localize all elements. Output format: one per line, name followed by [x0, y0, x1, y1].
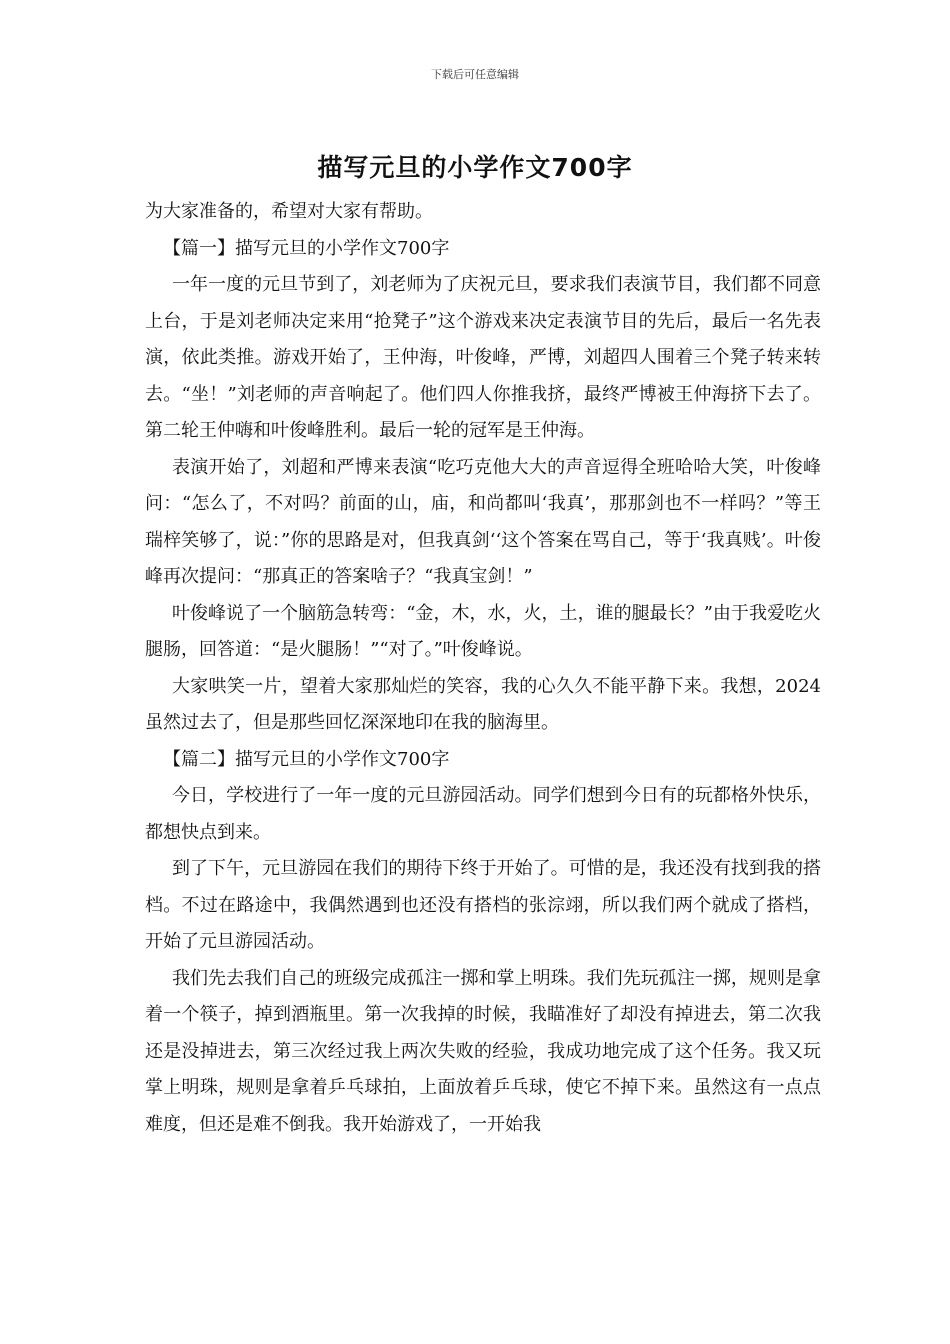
paragraph: 叶俊峰说了一个脑筋急转弯：“金，木，水，火，土，谁的腿最长？”由于我爱吃火腿肠，回答道：“是火腿肠！”“对了。”叶俊峰说。: [145, 602, 821, 660]
paragraph: 一年一度的元旦节到了，刘老师为了庆祝元旦，要求我们表演节目，我们都不同意上台，于是刘老师决定来用“抢凳子”这个游戏来决定表演节目的先后，最后一名先表演，依此类推。游戏开始了，王仲海，叶俊峰，严博，刘超四人围着三个凳子转来转去。“坐！”刘老师的声音响起了。他们四人你推我挤，最终严博被王仲海挤下去了。第二轮王仲嗨和叶俊峰胜利。最后一轮的冠军是王仲海。: [145, 274, 821, 441]
paragraph: 到了下午，元旦游园在我们的期待下终于开始了。可惜的是，我还没有找到我的搭档。不过在路途中，我偶然遇到也还没有搭档的张淙翊，所以我们两个就成了搭档，开始了元旦游园活动。: [145, 858, 821, 952]
header-note: 下载后可任意编辑: [431, 68, 519, 81]
section-heading-1: 【篇一】描写元旦的小学作文700字: [163, 237, 450, 259]
paragraph: 表演开始了，刘超和严博来表演“吃巧克他大大的声音逗得全班哈哈大笑，叶俊峰问：“怎么了，不对吗？前面的山，庙，和尚都叫‘我真’，那那剑也不一样吗？”等王瑞梓笑够了，说：”你的思路是对，但我真剑‘‘这个答案在骂自己，等于‘我真贱’。叶俊峰再次提问：“那真正的答案啥子？“我真宝剑！”: [145, 456, 821, 587]
paragraph: 今日，学校进行了一年一度的元旦游园活动。同学们想到今日有的玩都格外快乐，都想快点到来。: [145, 785, 821, 843]
document-title: 描写元旦的小学作文700字: [317, 153, 633, 182]
document-body: [145, 194, 821, 1143]
section-heading-2: 【篇二】描写元旦的小学作文700字: [163, 748, 450, 770]
paragraph: 我们先去我们自己的班级完成孤注一掷和掌上明珠。我们先玩孤注一掷，规则是拿着一个筷子，掉到酒瓶里。第一次我掉的时候，我瞄准好了却没有掉进去，第二次我还是没掉进去，第三次经过我上两次失败的经验，我成功地完成了这个任务。我又玩掌上明珠，规则是拿着乒乓球拍，上面放着乒乓球，使它不掉下来。虽然这有一点点难度，但还是难不倒我。我开始游戏了，一开始我: [145, 967, 821, 1135]
paragraph: 大家哄笑一片，望着大家那灿烂的笑容，我的心久久不能平静下来。我想，2024虽然过去了，但是那些回忆深深地印在我的脑海里。: [145, 675, 821, 733]
intro-paragraph: 为大家准备的，希望对大家有帮助。: [145, 201, 433, 222]
